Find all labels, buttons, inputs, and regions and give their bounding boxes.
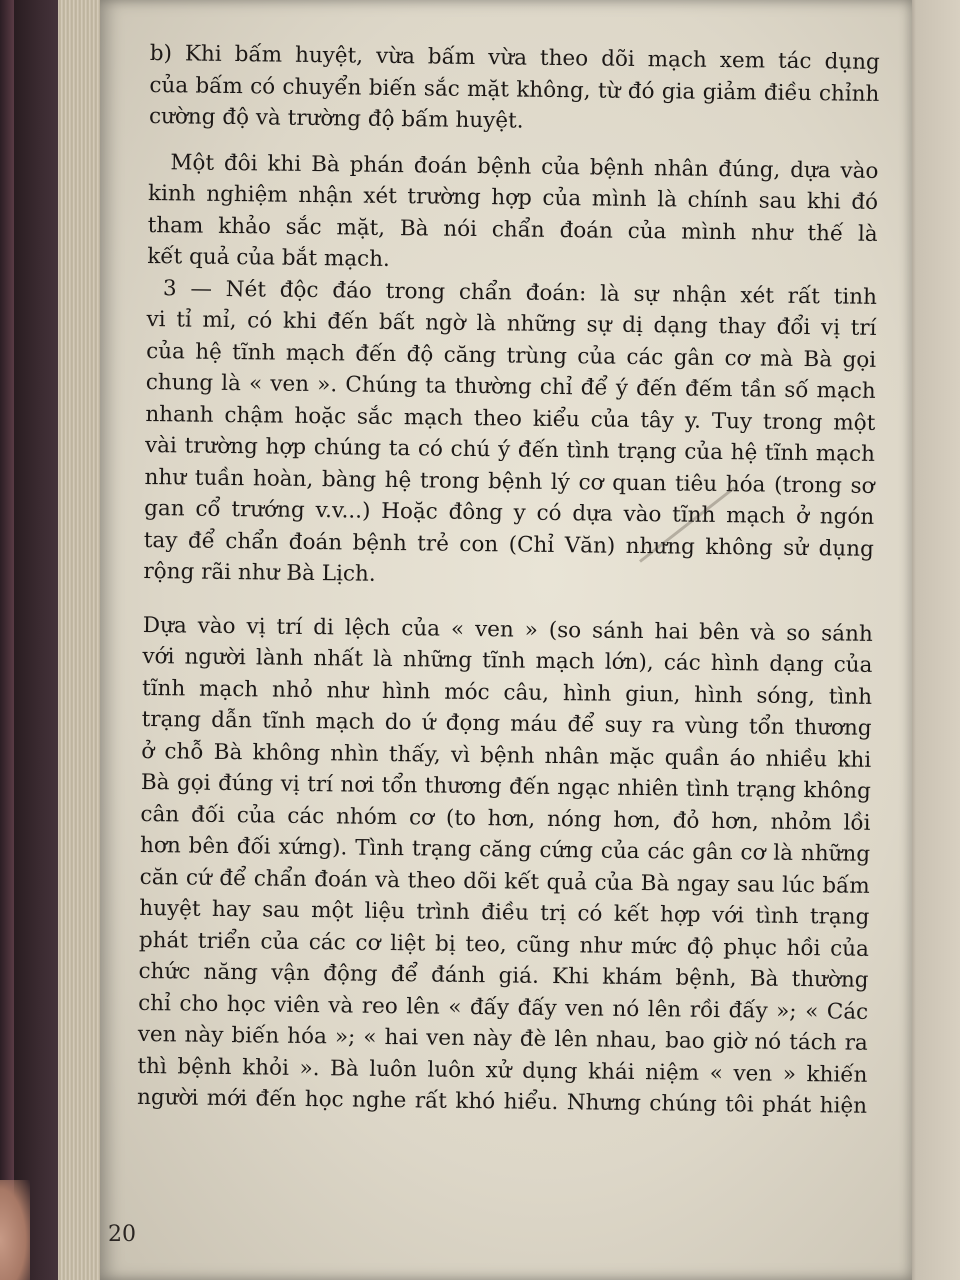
text-line: chung là « ven ». Chúng ta thường chỉ để ý đến đếm tần số mạch	[145, 369, 876, 404]
text-line: phát triển của các cơ liệt bị teo, cũng như mức độ phục hồi của	[138, 927, 870, 962]
text-line: tham khảo sắc mặt, Bà nói chẩn đoán của mình như thế là	[147, 212, 878, 247]
text-line: chức năng vận động để đánh giá. Khi khám bệnh, Bà thường	[138, 958, 869, 993]
text-line: Một đôi khi Bà phán đoán bệnh của bệnh nhân đúng, dựa vào	[170, 149, 879, 184]
text-line: thì bệnh khỏi ». Bà luôn luôn xử dụng khái niệm « ven » khiến	[137, 1053, 868, 1088]
thumb	[0, 1180, 30, 1280]
text-line: căn cứ để chẩn đoán và theo dõi kết quả của Bà ngay sau lúc bấm	[139, 864, 870, 899]
text-line: chỉ cho học viên và reo lên « đấy đấy ven nó lên rồi đấy »; « Các	[138, 990, 869, 1025]
next-page-edge	[905, 0, 960, 1280]
text-line: với người lành nhất là những tĩnh mạch lớn), các hình dạng của	[142, 643, 873, 678]
text-line: huyệt hay sau một liệu trình điều trị có kết hợp với tình trạng	[139, 895, 870, 930]
text-line: kinh nghiệm nhận xét trường hợp của mình là chính sau khi đó	[147, 180, 879, 215]
text-line: Bà gọi đúng vị trí nơi tổn thương đến ngạc nhiên tình trạng không	[140, 769, 872, 804]
page-number: 20	[108, 1222, 136, 1247]
text-line: ven này biến hóa »; « hai ven này đè lên nhau, bao giờ nó tách ra	[137, 1021, 868, 1056]
text-line: rộng rãi như Bà Lịch.	[143, 558, 376, 587]
text-line: như tuần hoàn, bàng hệ trong bệnh lý cơ quan tiêu hóa (trong sơ	[144, 464, 875, 499]
text-line: của hệ tĩnh mạch đến độ căng trùng của các gân cơ mà Bà gọi	[146, 338, 877, 373]
text-line: cường độ và trường độ bấm huyệt.	[148, 103, 524, 134]
text-line: tĩnh mạch nhỏ như hình móc câu, hình giun, hình sóng, tình	[141, 675, 873, 710]
text-line: 3 — Nét độc đáo trong chẩn đoán: là sự nhận xét rất tinh	[162, 275, 878, 310]
text-line: của bấm có chuyển biến sắc mặt không, từ đó gia giảm điều chỉnh	[149, 72, 880, 107]
text-line: cân đối của các nhóm cơ (to hơn, nóng hơn, đỏ hơn, nhỏm lồi	[140, 801, 871, 836]
text-line: ở chỗ Bà không nhìn thấy, vì bệnh nhân mặc quần áo nhiều khi	[141, 738, 872, 773]
text-line: người mới đến học nghe rất khó hiểu. Nhưng chúng tôi phát hiện	[136, 1084, 868, 1119]
text-line: Dựa vào vị trí di lệch của « ven » (so sánh hai bên và so sánh	[142, 612, 873, 647]
text-line: tay để chẩn đoán bệnh trẻ con (Chỉ Văn) nhưng không sử dụng	[143, 527, 874, 562]
book-spine	[0, 0, 14, 1280]
text-line: vi tỉ mỉ, có khi đến bất ngờ là những sự dị dạng thay đổi vị trí	[146, 306, 877, 341]
text-line: vài trường hợp chúng ta có chú ý đến tình trạng của hệ tĩnh mạch	[144, 432, 876, 467]
text-line: trạng dẫn tĩnh mạch do ứ đọng máu để suy ra vùng tổn thương	[141, 706, 872, 741]
text-line: hơn bên đối xứng). Tình trạng căng cứng của các gân cơ là những	[139, 832, 871, 867]
text-line: kết quả của bắt mạch.	[147, 243, 390, 272]
text-line: b) Khi bấm huyệt, vừa bấm vừa theo dõi mạch xem tác dụng	[149, 40, 880, 75]
text-line: gan cổ trướng v.v...) Hoặc đông y có dựa vào tĩnh mạch ở ngón	[144, 495, 875, 530]
page-text	[137, 38, 880, 1122]
text-line: nhanh chậm hoặc sắc mạch theo kiểu của tây y. Tuy trong một	[145, 401, 876, 436]
